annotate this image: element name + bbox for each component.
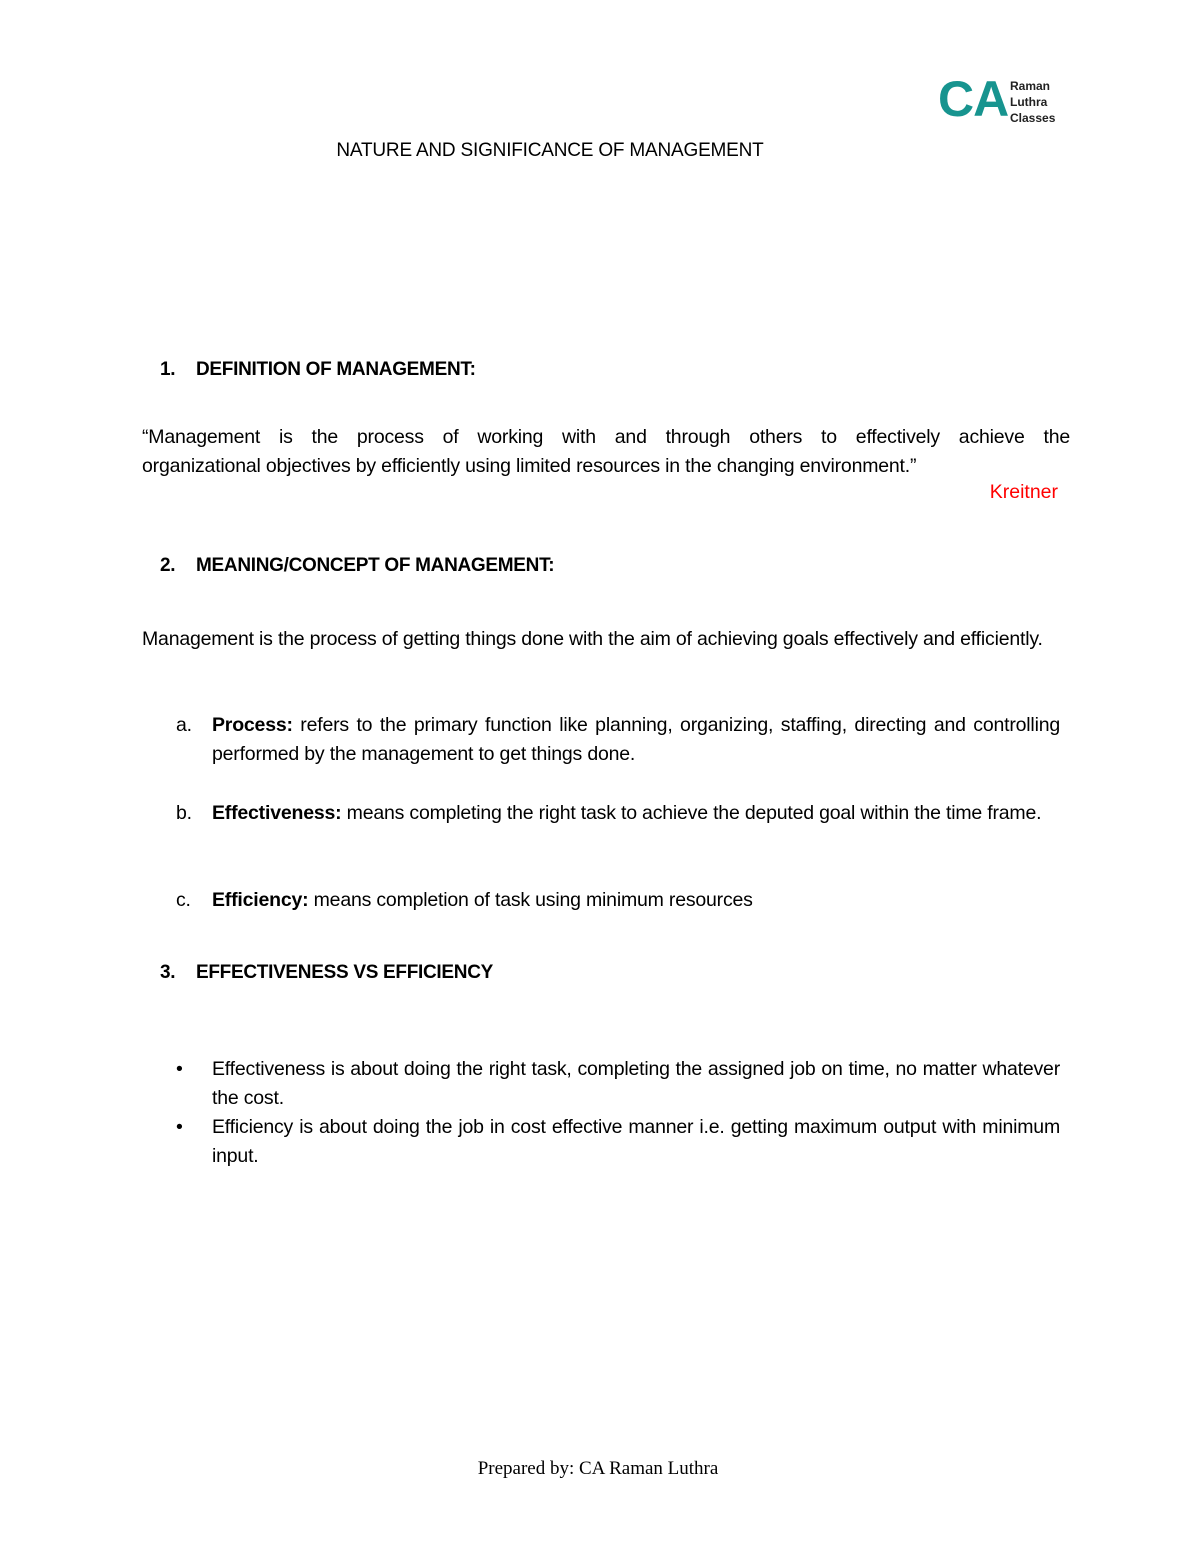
item-marker: b. bbox=[176, 802, 192, 824]
logo-word-2: Luthra bbox=[1010, 95, 1048, 109]
quote-attribution: Kreitner bbox=[989, 481, 1058, 503]
item-text bbox=[212, 799, 1060, 828]
item-description: means completion of task using minimum resources bbox=[308, 889, 753, 911]
item-term: Process: bbox=[212, 714, 293, 736]
item-term: Efficiency: bbox=[212, 889, 309, 911]
section-2-title: MEANING/CONCEPT OF MANAGEMENT: bbox=[196, 555, 555, 576]
section-3-heading bbox=[160, 962, 493, 984]
document-title: NATURE AND SIGNIFICANCE OF MANAGEMENT bbox=[336, 140, 764, 161]
item-marker: a. bbox=[176, 714, 192, 736]
bullet-text: Effectiveness is about doing the right task, completing the assigned job on time, no matter whatever the cost. bbox=[212, 1058, 1060, 1109]
meaning-item-effectiveness bbox=[176, 799, 1060, 828]
meaning-item-efficiency bbox=[176, 886, 1060, 915]
comparison-bullet-effectiveness bbox=[176, 1055, 1060, 1113]
section-1-heading bbox=[160, 359, 476, 381]
meaning-item-process bbox=[176, 711, 1060, 769]
bullet-icon: • bbox=[176, 1058, 183, 1080]
item-description: means completing the right task to achieve the deputed goal within the time frame. bbox=[341, 802, 1042, 824]
section-3-number: 3. bbox=[160, 962, 176, 983]
meaning-paragraph: Management is the process of getting things done with the aim of achieving goals effectively and efficiently. bbox=[142, 628, 1043, 650]
section-1-title: DEFINITION OF MANAGEMENT: bbox=[196, 359, 476, 380]
logo-word-1: Raman bbox=[1010, 79, 1051, 93]
section-2-number: 2. bbox=[160, 555, 176, 576]
section-2-heading bbox=[160, 555, 554, 577]
item-description: refers to the primary function like planning, organizing, staffing, directing and controlling performed by the management to get things done. bbox=[212, 714, 1060, 765]
bullet-text: Efficiency is about doing the job in cost effective manner i.e. getting maximum output with minimum input. bbox=[212, 1116, 1060, 1167]
definition-quote-line-2: organizational objectives by efficiently using limited resources in the changing environment.” bbox=[142, 455, 917, 477]
item-text bbox=[212, 711, 1060, 769]
item-text bbox=[212, 886, 1060, 915]
bullet-icon: • bbox=[176, 1116, 183, 1138]
logo-mark: CA bbox=[938, 71, 1009, 127]
definition-quote-line-1: “Management is the process of working with and through others to effectively achieve the bbox=[142, 426, 1070, 448]
comparison-bullet-efficiency bbox=[176, 1113, 1060, 1171]
section-1-number: 1. bbox=[160, 359, 176, 380]
section-3-title: EFFECTIVENESS VS EFFICIENCY bbox=[196, 962, 494, 983]
ca-raman-luthra-classes-logo bbox=[938, 71, 1078, 127]
logo-wordmark bbox=[1010, 78, 1080, 126]
logo-word-3: Classes bbox=[1010, 111, 1056, 125]
prepared-by-footer: Prepared by: CA Raman Luthra bbox=[477, 1458, 719, 1479]
item-marker: c. bbox=[176, 889, 191, 911]
item-term: Effectiveness: bbox=[212, 802, 342, 824]
definition-quote bbox=[142, 423, 1070, 481]
